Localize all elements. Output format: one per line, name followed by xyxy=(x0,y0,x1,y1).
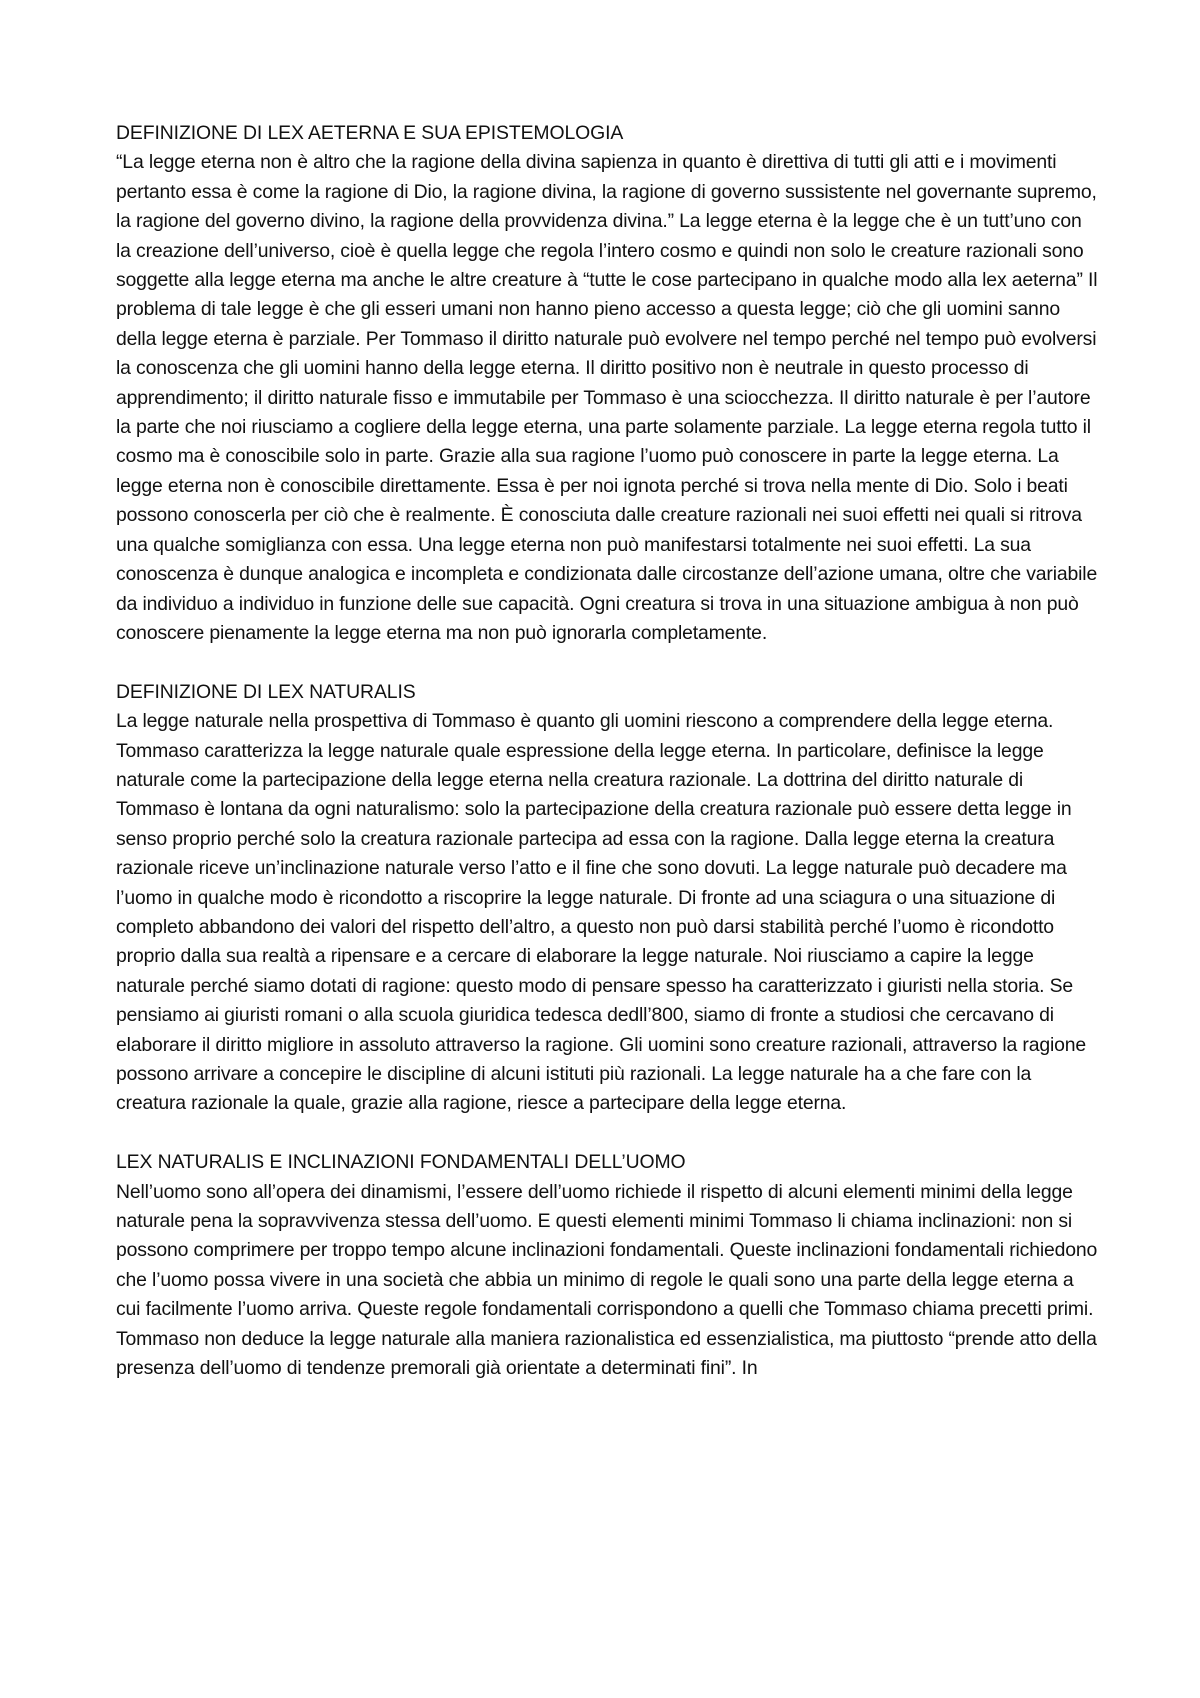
section-heading: DEFINIZIONE DI LEX NATURALIS xyxy=(116,680,416,703)
section-paragraph: Nell’uomo sono all’opera dei dinamismi, l’essere dell’uomo richiede il rispetto di alcuni elementi minimi della legge naturale pena la sopravvivenza stessa dell’uomo. E questi elementi minimi Tommaso li chiama inclinazioni: non si possono comprimere per troppo tempo alcune inclinazioni fondamentali. Queste inclinazioni fondamentali richiedono che l’uomo possa vivere in una società che abbia un minimo di regole le quali sono una parte della legge eterna a cui facilmente l’uomo arriva. Queste regole fondamentali corrispondono a quelli che Tommaso chiama precetti primi. Tommaso non deduce la legge naturale alla maniera razionalistica ed essenzialistica, ma piuttosto “prende atto della presenza dell’uomo di tendenze premorali già orientate a determinati fini”. In xyxy=(116,1180,1098,1380)
document-page xyxy=(116,119,1098,1383)
section-lex-naturalis xyxy=(116,678,1098,1119)
section-inclinazioni xyxy=(116,1148,1098,1383)
section-paragraph: “La legge eterna non è altro che la ragione della divina sapienza in quanto è direttiva di tutti gli atti e i movimenti pertanto essa è come la ragione di Dio, la ragione divina, la ragione di governo sussistente nel governante supremo, la ragione del governo divino, la ragione della provvidenza divina.” La legge eterna è la legge che è un tutt’uno con la creazione dell’universo, cioè è quella legge che regola l’intero cosmo e quindi non solo le creature razionali sono soggette alla legge eterna ma anche le altre creature à “tutte le cose partecipano in qualche modo alla lex aeterna” Il problema di tale legge è che gli esseri umani non hanno pieno accesso a questa legge; ciò che gli uomini sanno della legge eterna è parziale. Per Tommaso il diritto naturale può evolvere nel tempo perché nel tempo può evolversi la conoscenza che gli uomini hanno della legge eterna. Il diritto positivo non è neutrale in questo processo di apprendimento; il diritto naturale fisso e immutabile per Tommaso è una sciocchezza. Il diritto naturale è per l’autore la parte che noi riusciamo a cogliere della legge eterna, una parte solamente parziale. La legge eterna regola tutto il cosmo ma è conoscibile solo in parte. Grazie alla sua ragione l’uomo può conoscere in parte la legge eterna. La legge eterna non è conoscibile direttamente. Essa è per noi ignota perché si trova nella mente di Dio. Solo i beati possono conoscerla per ciò che è realmente. È conosciuta dalle creature razionali nei suoi effetti nei quali si ritrova una qualche somiglianza con essa. Una legge eterna non può manifestarsi totalmente nei suoi effetti. La sua conoscenza è dunque analogica e incompleta e condizionata dalle circostanze dell’azione umana, oltre che variabile da individuo a individuo in funzione delle sue capacità. Ogni creatura si trova in una situazione ambigua à non può conoscere pienamente la legge eterna ma non può ignorarla completamente. xyxy=(116,151,1098,644)
section-heading: LEX NATURALIS E INCLINAZIONI FONDAMENTALI DELL’UOMO xyxy=(116,1151,686,1174)
section-paragraph: La legge naturale nella prospettiva di Tommaso è quanto gli uomini riescono a comprendere della legge eterna. Tommaso caratterizza la legge naturale quale espressione della legge eterna. In particolare, definisce la legge naturale come la partecipazione della legge eterna nella creatura razionale. La dottrina del diritto naturale di Tommaso è lontana da ogni naturalismo: solo la partecipazione della creatura razionale può essere detta legge in senso proprio perché solo la creatura razionale partecipa ad essa con la ragione. Dalla legge eterna la creatura razionale riceve un’inclinazione naturale verso l’atto e il fine che sono dovuti. La legge naturale può decadere ma l’uomo in qualche modo è ricondotto a riscoprire la legge naturale. Di fronte ad una sciagura o una situazione di completo abbandono dei valori del rispetto dell’altro, a questo non può darsi stabilità perché l’uomo è ricondotto proprio dalla sua realtà a ripensare e a cercare di elaborare la legge naturale. Noi riusciamo a capire la legge naturale perché siamo dotati di ragione: questo modo di pensare spesso ha caratterizzato i giuristi nella storia. Se pensiamo ai giuristi romani o alla scuola giuridica tedesca dedll’800, siamo di fronte a studiosi che cercavano di elaborare il diritto migliore in assoluto attraverso la ragione. Gli uomini sono creature razionali, attraverso la ragione possono arrivare a concepire le discipline di alcuni istituti più razionali. La legge naturale ha a che fare con la creatura razionale la quale, grazie alla ragione, riesce a partecipare della legge eterna. xyxy=(116,710,1087,1115)
section-lex-aeterna xyxy=(116,119,1098,648)
section-heading: DEFINIZIONE DI LEX AETERNA E SUA EPISTEMOLOGIA xyxy=(116,122,624,144)
